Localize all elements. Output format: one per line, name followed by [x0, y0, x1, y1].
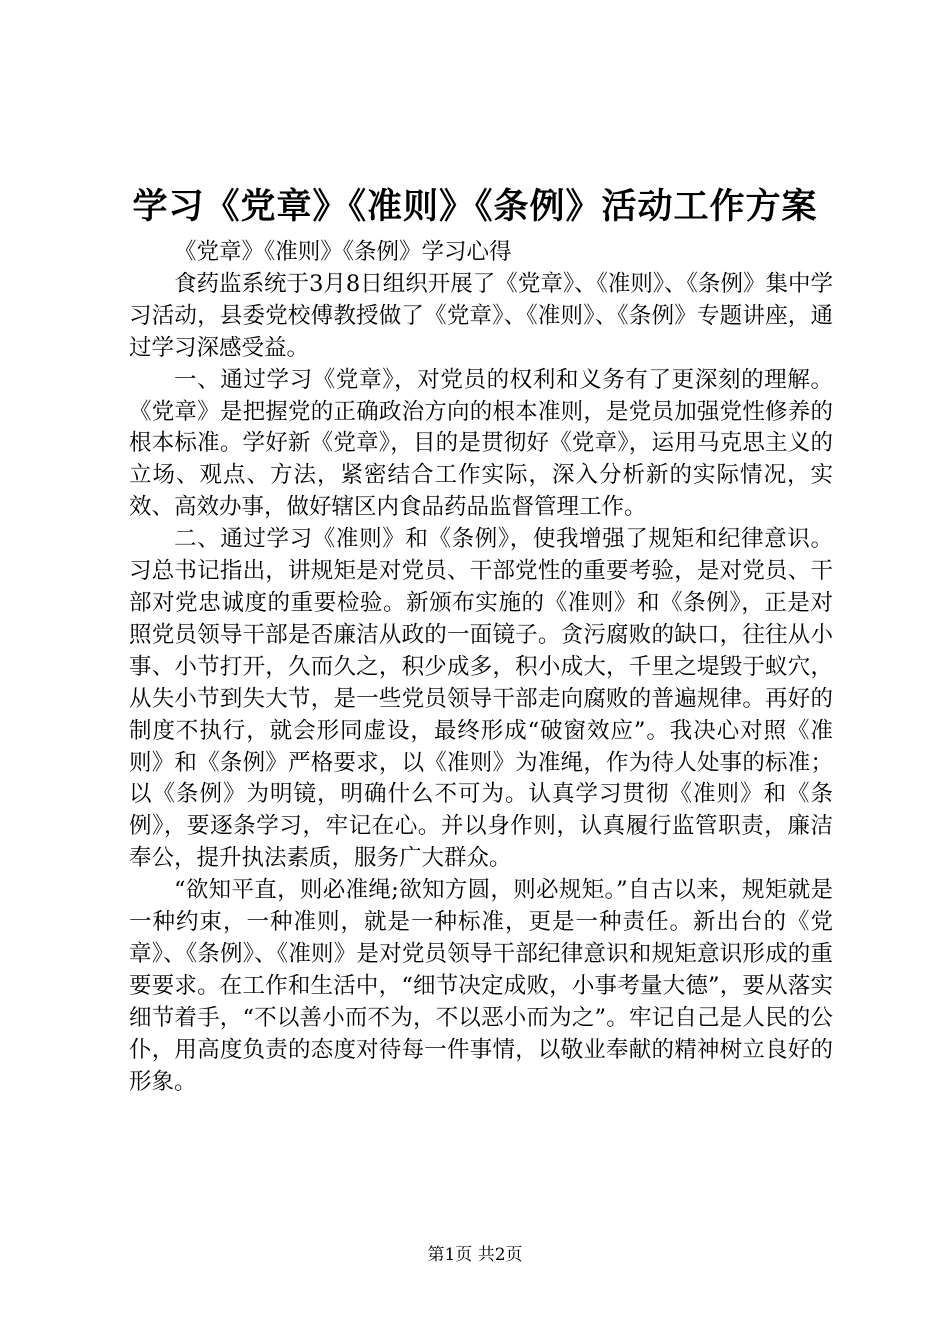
paragraph-section-two: 二、通过学习《准则》和《条例》，使我增强了规矩和纪律意识。习总书记指出，讲规矩是对党员、干部党性的重要考验，是对党员、干部对党忠诚度的重要检验。新颁布实施的《准则》和《条例》，正是对照党员领导干部是否廉洁从政的一面镜子。贪污腐败的缺口，往往从小事、小节打开，久而久之，积少成多，积小成大，千里之堤毁于蚁穴，从失小节到失大节，是一些党员领导干部走向腐败的普遍规律。再好的制度不执行，就会形同虚设，最终形成“破窗效应”。我决心对照《准则》和《条例》严格要求，以《准则》为准绳，作为待人处事的标准；以《条例》为明镜，明确什么不可为。认真学习贯彻《准则》和《条例》，要逐条学习，牢记在心。并以身作则，认真履行监管职责，廉洁奉公，提升执法素质，服务广大群众。 [129, 526, 833, 872]
document-body [129, 237, 833, 1098]
document-subtitle: 《党章》《准则》《条例》学习心得 [174, 239, 512, 265]
paragraph-conclusion: “欲知平直，则必准绳;欲知方圆，则必规矩。”自古以来，规矩就是一种约束，一种准则，就是一种标准，更是一种责任。新出台的《党章》、《条例》、《准则》是对党员领导干部纪律意识和规矩意识形成的重要要求。在工作和生活中，“细节决定成败，小事考量大德”，要从落实细节着手，“不以善小而不为，不以恶小而为之”。牢记自己是人民的公仆，用高度负责的态度对待每一件事情，以敬业奉献的精神树立良好的形象。 [129, 877, 833, 1095]
paragraph-intro: 食药监系统于3月8日组织开展了《党章》、《准则》、《条例》集中学习活动，县委党校傅教授做了《党章》、《准则》、《条例》专题讲座，通过学习深感受益。 [129, 270, 833, 361]
page-number-footer: 第1页 共2页 [427, 1245, 523, 1265]
document-title: 学习《党章》《准则》《条例》活动工作方案 [132, 186, 818, 227]
paragraph-section-one: 一、通过学习《党章》，对党员的权利和义务有了更深刻的理解。《党章》是把握党的正确政治方向的根本准则，是党员加强党性修养的根本标准。学好新《党章》，目的是贯彻好《党章》，运用马克思主义的立场、观点、方法，紧密结合工作实际，深入分析新的实际情况，实效、高效办事，做好辖区内食品药品监督管理工作。 [129, 366, 833, 521]
